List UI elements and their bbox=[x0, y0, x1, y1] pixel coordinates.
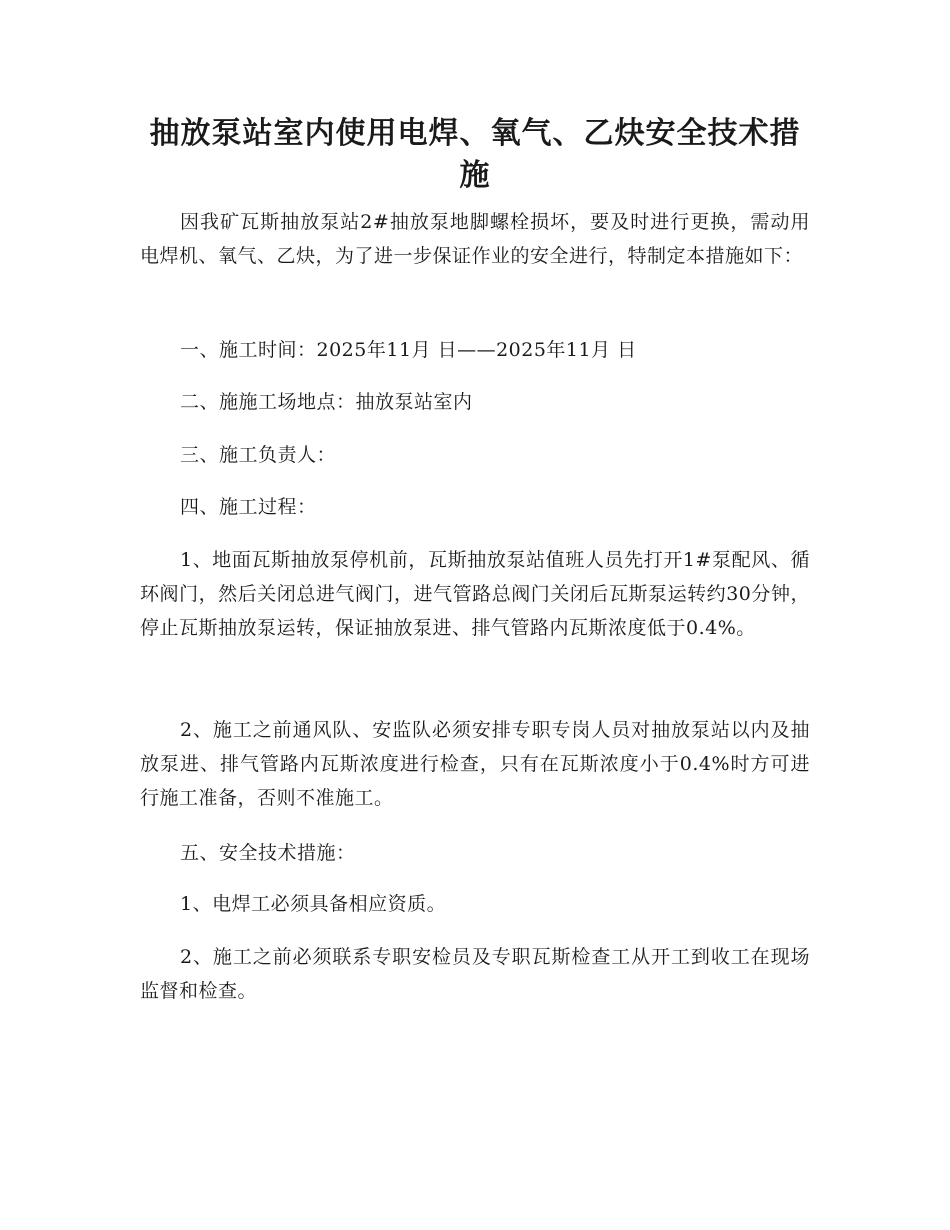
document-title: 抽放泵站室内使用电焊、氧气、乙炔安全技术措施 bbox=[149, 116, 801, 193]
section-person-in-charge: 三、施工负责人： bbox=[180, 444, 337, 466]
section-construction-process: 四、施工过程： bbox=[180, 496, 317, 518]
safety-item-2: 2、施工之前必须联系专职安检员及专职瓦斯检查工从开工到收工在现场监督和检查。 bbox=[140, 946, 810, 1002]
intro-paragraph: 因我矿瓦斯抽放泵站2#抽放泵地脚螺栓损坏，要及时进行更换，需动用电焊机、氧气、乙炔，为了进一步保证作业的安全进行，特制定本措施如下： bbox=[140, 211, 810, 267]
section-safety-measures: 五、安全技术措施： bbox=[180, 842, 356, 864]
process-item-1: 1、地面瓦斯抽放泵停机前，瓦斯抽放泵站值班人员先打开1#泵配风、循环阀门，然后关闭总进气阀门，进气管路总阀门关闭后瓦斯泵运转约30分钟，停止瓦斯抽放泵运转，保证抽放泵进、排气管路内瓦斯浓度低于0.4%。 bbox=[140, 549, 810, 639]
safety-item-1: 1、电焊工必须具备相应资质。 bbox=[180, 893, 447, 915]
process-item-2: 2、施工之前通风队、安监队必须安排专职专岗人员对抽放泵站以内及抽放泵进、排气管路内瓦斯浓度进行检查，只有在瓦斯浓度小于0.4%时方可进行施工准备，否则不准施工。 bbox=[140, 719, 810, 809]
section-construction-time: 一、施工时间：2025年11月 日——2025年11月 日 bbox=[180, 339, 637, 361]
section-construction-site: 二、施施工场地点：抽放泵站室内 bbox=[180, 391, 473, 413]
